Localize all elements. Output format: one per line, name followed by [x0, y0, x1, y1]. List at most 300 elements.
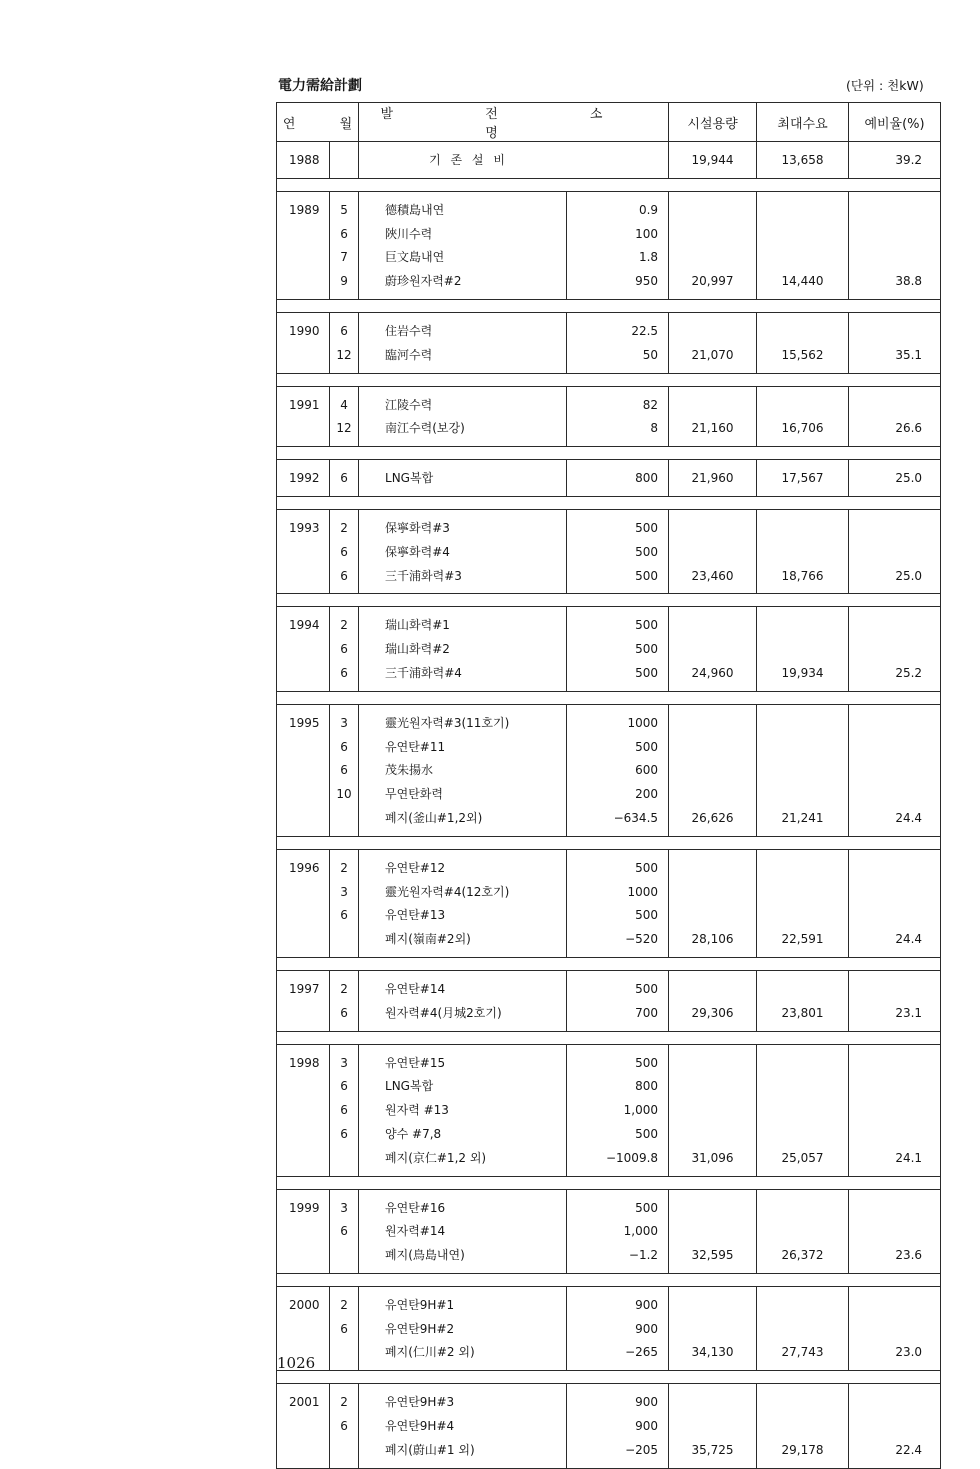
- plant-name-cell-line: 폐지(釜山#1,2외): [385, 810, 483, 825]
- plant-name-cell-line: 德積島내연: [385, 202, 445, 217]
- plant-name-cell-line: 保寧화력#4: [385, 544, 450, 559]
- table-row: [277, 191, 941, 299]
- plant-name-cell-line: 유연탄#14: [385, 981, 446, 996]
- month-cell: [330, 970, 359, 1031]
- capacity-cell-line: 500: [635, 1055, 659, 1070]
- unit-note: (단위 : 천kW): [846, 78, 924, 93]
- peak-demand-cell-line: [757, 1075, 848, 1099]
- year-cell-line: [277, 417, 329, 441]
- capacity-cell-line: 800: [635, 471, 659, 486]
- reserve-rate-cell-line: [849, 736, 940, 760]
- spacer-cell: [277, 1176, 941, 1189]
- peak-demand-cell-line: [757, 1123, 848, 1147]
- reserve-rate-cell-line: 39.2: [895, 153, 923, 167]
- peak-demand-cell-lines: [757, 460, 848, 496]
- total-capacity-cell: [669, 970, 757, 1031]
- reserve-rate-cell: [849, 1286, 941, 1370]
- table-row: [277, 704, 941, 836]
- year-cell-line: 1994: [289, 618, 320, 633]
- year-cell-lines: [277, 1190, 329, 1273]
- reserve-rate-cell-lines: [849, 1287, 940, 1370]
- peak-demand-cell-lines: [757, 192, 848, 299]
- total-capacity-cell-line: [669, 246, 756, 270]
- total-capacity-cell-lines: [669, 460, 756, 496]
- month-cell: [330, 1286, 359, 1370]
- month-cell-lines: [330, 971, 358, 1031]
- total-capacity-cell: [669, 460, 757, 497]
- month-cell-line: 9: [340, 274, 348, 289]
- total-capacity-cell-line: [669, 1075, 756, 1099]
- spacer-cell: [277, 594, 941, 607]
- capacity-cell-line: 500: [635, 1200, 659, 1215]
- month-cell-line: 6: [340, 908, 348, 923]
- year-cell: [277, 1189, 330, 1273]
- plant-name-cell-line: 유연탄#11: [385, 739, 446, 754]
- plant-name-cell-line: 원자력 #13: [385, 1103, 449, 1118]
- peak-demand-cell-line: 17,567: [781, 471, 824, 486]
- plant-name-cell-line: 住岩수력: [385, 323, 433, 338]
- total-capacity-cell-line: [669, 320, 756, 344]
- year-cell-line: 2001: [289, 1395, 320, 1410]
- total-capacity-cell-line: [669, 857, 756, 881]
- peak-demand-cell: [757, 704, 849, 836]
- year-cell-line: [277, 1318, 329, 1342]
- peak-demand-cell-line: [757, 614, 848, 638]
- plant-name-cell-line: 三千浦화력#3: [385, 568, 462, 583]
- year-cell-line: 1996: [289, 860, 320, 875]
- plant-name-cell-line: 유연탄#15: [385, 1055, 446, 1070]
- plant-name-cell-line: 유연탄#12: [385, 860, 446, 875]
- month-cell-line: 2: [340, 1395, 348, 1410]
- total-capacity-cell-line: 29,306: [691, 1005, 734, 1020]
- peak-demand-cell-lines: [757, 1287, 848, 1370]
- reserve-rate-cell-line: [849, 978, 940, 1002]
- plant-name-cell-line: 靈光원자력#4(12호기): [385, 884, 510, 899]
- group-spacer: [277, 836, 941, 849]
- total-capacity-cell-line: [669, 517, 756, 541]
- plant-name-cell-line: 茂朱揚水: [385, 763, 434, 778]
- capacity-cell-lines: [567, 607, 668, 690]
- plant-name-cell: [359, 1286, 567, 1370]
- capacity-cell-line: 500: [635, 618, 659, 633]
- power-supply-table: [276, 102, 941, 1469]
- reserve-rate-cell-line: 22.4: [895, 1442, 923, 1457]
- reserve-rate-cell: [849, 849, 941, 957]
- reserve-rate-cell-lines: [849, 850, 940, 957]
- total-capacity-cell-line: [669, 904, 756, 928]
- total-capacity-cell-lines: [669, 313, 756, 373]
- month-cell-lines: [330, 1384, 358, 1467]
- reserve-rate-cell-line: [849, 1220, 940, 1244]
- total-capacity-cell-line: [669, 759, 756, 783]
- total-capacity-cell-lines: [669, 510, 756, 593]
- spacer-cell: [277, 957, 941, 970]
- plant-name-cell-lines: [359, 1190, 566, 1273]
- reserve-rate-cell-line: [849, 541, 940, 565]
- month-cell-line: 6: [340, 323, 348, 338]
- year-cell-line: [277, 565, 329, 589]
- year-cell: [277, 142, 330, 179]
- plant-name-cell-line: 陜川수력: [385, 226, 433, 241]
- plant-name-cell-line: 유연탄9H#3: [385, 1395, 455, 1410]
- peak-demand-cell-line: [757, 517, 848, 541]
- capacity-cell-line: 500: [635, 1126, 659, 1141]
- peak-demand-cell-line: [757, 857, 848, 881]
- reserve-rate-cell-lines: [849, 971, 940, 1031]
- year-cell-lines: [277, 510, 329, 593]
- month-cell-line: [330, 1439, 358, 1463]
- total-capacity-cell-line: 26,626: [691, 810, 734, 825]
- month-cell: [330, 386, 359, 447]
- spacer-cell: [277, 447, 941, 460]
- total-capacity-cell-line: [669, 541, 756, 565]
- capacity-cell: [567, 1044, 669, 1176]
- capacity-cell-line: 22.5: [631, 323, 659, 338]
- table-row: [277, 1044, 941, 1176]
- year-cell-line: [277, 1147, 329, 1171]
- month-cell-line: 6: [340, 1224, 348, 1239]
- plant-name-cell-line: 유연탄9H#2: [385, 1321, 455, 1336]
- year-cell-line: [277, 904, 329, 928]
- group-spacer: [277, 178, 941, 191]
- peak-demand-cell-line: [757, 1294, 848, 1318]
- year-cell-lines: [277, 460, 329, 496]
- reserve-rate-cell: [849, 509, 941, 593]
- peak-demand-cell-lines: [757, 705, 848, 836]
- peak-demand-cell-line: [757, 904, 848, 928]
- capacity-cell: [567, 1286, 669, 1370]
- total-capacity-cell-line: [669, 1123, 756, 1147]
- existing-facilities-cell-lines: [359, 142, 668, 178]
- capacity-cell-line: 0.9: [638, 202, 659, 217]
- total-capacity-cell-lines: [669, 607, 756, 690]
- total-capacity-cell-lines: [669, 192, 756, 299]
- month-cell-lines: [330, 1287, 358, 1370]
- capacity-cell-line: 500: [635, 981, 659, 996]
- plant-name-cell-line: 폐지(京仁#1,2 외): [385, 1150, 487, 1165]
- total-capacity-cell-line: 19,944: [691, 153, 734, 167]
- reserve-rate-cell-line: [849, 1052, 940, 1076]
- capacity-cell: [567, 1189, 669, 1273]
- table-row: [277, 1384, 941, 1468]
- peak-demand-cell-line: [757, 736, 848, 760]
- plant-name-cell: [359, 386, 567, 447]
- year-cell: [277, 460, 330, 497]
- month-cell-line: 6: [340, 1079, 348, 1094]
- total-capacity-cell-line: [669, 881, 756, 905]
- reserve-rate-cell-line: 23.1: [895, 1005, 923, 1020]
- year-cell: [277, 1044, 330, 1176]
- spacer-cell: [277, 1031, 941, 1044]
- table-body: [277, 142, 941, 1469]
- year-cell-line: [277, 662, 329, 686]
- table-row: [277, 849, 941, 957]
- total-capacity-cell-line: [669, 638, 756, 662]
- reserve-rate-cell-line: [849, 1197, 940, 1221]
- peak-demand-cell-lines: [757, 510, 848, 593]
- capacity-cell-line: 100: [635, 226, 659, 241]
- reserve-rate-cell-line: 35.1: [895, 347, 923, 362]
- plant-name-cell-line: LNG복합: [385, 471, 434, 486]
- capacity-cell-lines: [567, 1287, 668, 1370]
- year-cell-line: [277, 1220, 329, 1244]
- capacity-cell-line: 200: [635, 787, 659, 802]
- month-cell-line: 3: [340, 884, 348, 899]
- reserve-rate-cell-lines: [849, 1045, 940, 1176]
- peak-demand-cell-lines: [757, 1384, 848, 1467]
- peak-demand-cell-line: [757, 320, 848, 344]
- total-capacity-cell-line: [669, 1415, 756, 1439]
- plant-name-cell-line: 폐지(仁川#2 외): [385, 1345, 475, 1360]
- existing-facilities-cell: [359, 142, 669, 179]
- peak-demand-cell-line: [757, 223, 848, 247]
- year-cell-line: [277, 783, 329, 807]
- year-cell-line: [277, 223, 329, 247]
- plant-name-cell-line: 양수 #7,8: [385, 1126, 442, 1141]
- peak-demand-cell: [757, 312, 849, 373]
- reserve-rate-cell-line: 24.1: [895, 1150, 923, 1165]
- capacity-cell: [567, 1384, 669, 1468]
- reserve-rate-cell-lines: [849, 607, 940, 690]
- reserve-rate-cell-line: [849, 638, 940, 662]
- capacity-cell-lines: [567, 192, 668, 299]
- month-cell-line: [330, 1341, 358, 1365]
- peak-demand-cell-line: 21,241: [781, 810, 824, 825]
- month-cell-line: 2: [340, 981, 348, 996]
- plant-name-cell-lines: [359, 1384, 566, 1467]
- total-capacity-cell: [669, 849, 757, 957]
- year-cell-line: 1992: [289, 471, 320, 486]
- plant-name-cell: [359, 1189, 567, 1273]
- peak-demand-cell-line: [757, 1391, 848, 1415]
- total-capacity-cell-lines: [669, 387, 756, 447]
- reserve-rate-cell-line: [849, 199, 940, 223]
- month-cell-line: 6: [340, 1321, 348, 1336]
- peak-demand-cell: [757, 191, 849, 299]
- year-cell-line: [277, 638, 329, 662]
- peak-demand-cell-lines: [757, 850, 848, 957]
- reserve-rate-cell-lines: [849, 192, 940, 299]
- year-cell-line: 1997: [289, 981, 320, 996]
- plant-name-cell-line: 무연탄화력: [385, 787, 443, 802]
- peak-demand-cell-lines: [757, 971, 848, 1031]
- reserve-rate-cell-line: [849, 517, 940, 541]
- year-cell-line: [277, 344, 329, 368]
- table-row: [277, 509, 941, 593]
- year-cell-line: [277, 1244, 329, 1268]
- peak-demand-cell-line: 16,706: [781, 421, 824, 436]
- plant-name-cell: [359, 1044, 567, 1176]
- capacity-cell-line: 1,000: [623, 1103, 659, 1118]
- month-cell-line: 12: [336, 421, 352, 436]
- month-cell-lines: [330, 1190, 358, 1273]
- month-cell-line: 2: [340, 618, 348, 633]
- capacity-cell: [567, 849, 669, 957]
- month-cell-line: [330, 1147, 358, 1171]
- year-cell-lines: [277, 607, 329, 690]
- total-capacity-cell-lines: [669, 1045, 756, 1176]
- plant-name-cell-lines: [359, 705, 566, 836]
- total-capacity-cell-line: [669, 1220, 756, 1244]
- peak-demand-cell-lines: [757, 1190, 848, 1273]
- month-cell-line: [330, 1244, 358, 1268]
- capacity-cell-line: 900: [635, 1321, 659, 1336]
- plant-name-cell-line: 원자력#14: [385, 1224, 446, 1239]
- capacity-cell-line: 900: [635, 1395, 659, 1410]
- total-capacity-cell: [669, 509, 757, 593]
- peak-demand-cell: [757, 970, 849, 1031]
- plant-name-cell-line: 유연탄#16: [385, 1200, 446, 1215]
- year-cell-line: [277, 928, 329, 952]
- total-capacity-cell-line: [669, 1294, 756, 1318]
- reserve-rate-cell-line: 24.4: [895, 810, 923, 825]
- plant-name-cell-lines: [359, 460, 566, 496]
- group-spacer: [277, 1176, 941, 1189]
- reserve-rate-cell: [849, 142, 941, 179]
- month-cell-lines: [330, 192, 358, 299]
- reserve-rate-cell-line: [849, 246, 940, 270]
- plant-header: 발 전 소 명: [359, 103, 669, 142]
- peak-demand-cell-line: [757, 1318, 848, 1342]
- year-cell: [277, 849, 330, 957]
- plant-name-cell-line: 폐지(蔚山#1 외): [385, 1442, 475, 1457]
- peak-demand-cell: [757, 1189, 849, 1273]
- year-cell-line: [277, 881, 329, 905]
- plant-name-cell: [359, 1384, 567, 1468]
- capacity-cell-line: 1000: [627, 715, 659, 730]
- peak-demand-cell-line: [757, 881, 848, 905]
- month-cell: [330, 142, 359, 179]
- month-cell-line: 4: [340, 397, 348, 412]
- capacity-cell-lines: [567, 313, 668, 373]
- capacity-cell-line: 1000: [627, 884, 659, 899]
- capacity-cell-lines: [567, 1384, 668, 1467]
- peak-demand-cell-lines: [757, 142, 848, 178]
- table-row: [277, 970, 941, 1031]
- capacity-cell-lines: [567, 971, 668, 1031]
- plant-name-cell-lines: [359, 313, 566, 373]
- year-cell-lines: [277, 1045, 329, 1176]
- year-cell: [277, 312, 330, 373]
- plant-name-cell-line: 유연탄9H#4: [385, 1419, 455, 1434]
- year-cell-line: [277, 270, 329, 294]
- reserve-rate-cell-line: [849, 394, 940, 418]
- capacity-cell-line: 500: [635, 908, 659, 923]
- total-capacity-cell: [669, 386, 757, 447]
- reserve-rate-cell-lines: [849, 705, 940, 836]
- total-capacity-cell: [669, 1286, 757, 1370]
- capacity-cell-line: −520: [625, 932, 659, 947]
- peak-demand-cell: [757, 849, 849, 957]
- total-capacity-cell-line: [669, 199, 756, 223]
- year-cell: [277, 386, 330, 447]
- peak-demand-cell-line: 22,591: [781, 932, 824, 947]
- group-spacer: [277, 496, 941, 509]
- capacity-header: 시설용량: [669, 103, 757, 142]
- plant-name-cell-line: 臨河수력: [385, 347, 433, 362]
- year-cell-lines: [277, 142, 329, 178]
- peak-demand-cell: [757, 607, 849, 691]
- peak-demand-cell-line: [757, 246, 848, 270]
- reserve-rate-cell-lines: [849, 460, 940, 496]
- year-cell: [277, 607, 330, 691]
- year-cell: [277, 509, 330, 593]
- reserve-rate-cell: [849, 704, 941, 836]
- month-cell-line: 3: [340, 1200, 348, 1215]
- plant-name-cell-line: 江陵수력: [385, 397, 433, 412]
- reserve-rate-cell-line: 25.0: [895, 568, 923, 583]
- month-cell-line: 5: [340, 202, 348, 217]
- total-capacity-cell: [669, 704, 757, 836]
- reserve-rate-cell-lines: [849, 313, 940, 373]
- month-cell: [330, 607, 359, 691]
- capacity-cell: [567, 386, 669, 447]
- total-capacity-cell-line: [669, 1318, 756, 1342]
- capacity-cell-line: 1,000: [623, 1224, 659, 1239]
- year-cell-line: [277, 1075, 329, 1099]
- capacity-cell-lines: [567, 850, 668, 957]
- capacity-cell-line: 500: [635, 665, 659, 680]
- group-spacer: [277, 691, 941, 704]
- peak-demand-cell: [757, 1286, 849, 1370]
- month-cell-line: [330, 807, 358, 831]
- plant-name-cell-line: 瑞山화력#1: [385, 618, 450, 633]
- total-capacity-cell: [669, 1044, 757, 1176]
- total-capacity-cell-line: [669, 783, 756, 807]
- year-cell-lines: [277, 850, 329, 957]
- reserve-rate-cell-line: [849, 320, 940, 344]
- reserve-rate-cell-line: [849, 1123, 940, 1147]
- plant-name-cell-line: 폐지(嶺南#2외): [385, 932, 471, 947]
- month-cell-lines: [330, 607, 358, 690]
- month-header: 월: [339, 116, 353, 132]
- month-cell-line: 7: [340, 250, 348, 265]
- total-capacity-cell-lines: [669, 850, 756, 957]
- plant-name-cell-line: 南江수력(보강): [385, 421, 465, 436]
- capacity-cell: [567, 704, 669, 836]
- total-capacity-cell-line: 32,595: [691, 1248, 734, 1263]
- plant-name-cell: [359, 509, 567, 593]
- group-spacer: [277, 1371, 941, 1384]
- year-cell-lines: [277, 387, 329, 447]
- peak-demand-cell: [757, 386, 849, 447]
- group-spacer: [277, 1031, 941, 1044]
- total-capacity-cell-line: 21,960: [691, 471, 734, 486]
- plant-name-cell-lines: [359, 192, 566, 299]
- month-cell-lines: [330, 850, 358, 957]
- plant-name-cell-line: 靈光원자력#3(11호기): [385, 715, 510, 730]
- year-header: 연: [282, 116, 296, 132]
- total-capacity-cell-line: 34,130: [691, 1345, 734, 1360]
- total-capacity-cell-lines: [669, 1384, 756, 1467]
- month-cell: [330, 1044, 359, 1176]
- peak-demand-cell-line: 18,766: [781, 568, 824, 583]
- year-cell-line: [277, 1002, 329, 1026]
- reserve-rate-cell-line: [849, 712, 940, 736]
- reserve-rate-cell-line: 26.6: [895, 421, 923, 436]
- month-cell: [330, 849, 359, 957]
- year-cell-line: [277, 1099, 329, 1123]
- capacity-cell-line: 500: [635, 568, 659, 583]
- month-cell-line: 3: [340, 1055, 348, 1070]
- spacer-cell: [277, 691, 941, 704]
- total-capacity-cell-lines: [669, 1287, 756, 1370]
- month-cell-line: 6: [340, 642, 348, 657]
- year-cell-line: [277, 1123, 329, 1147]
- month-cell-line: 6: [340, 1005, 348, 1020]
- reserve-rate-cell: [849, 191, 941, 299]
- reserve-rate-cell: [849, 970, 941, 1031]
